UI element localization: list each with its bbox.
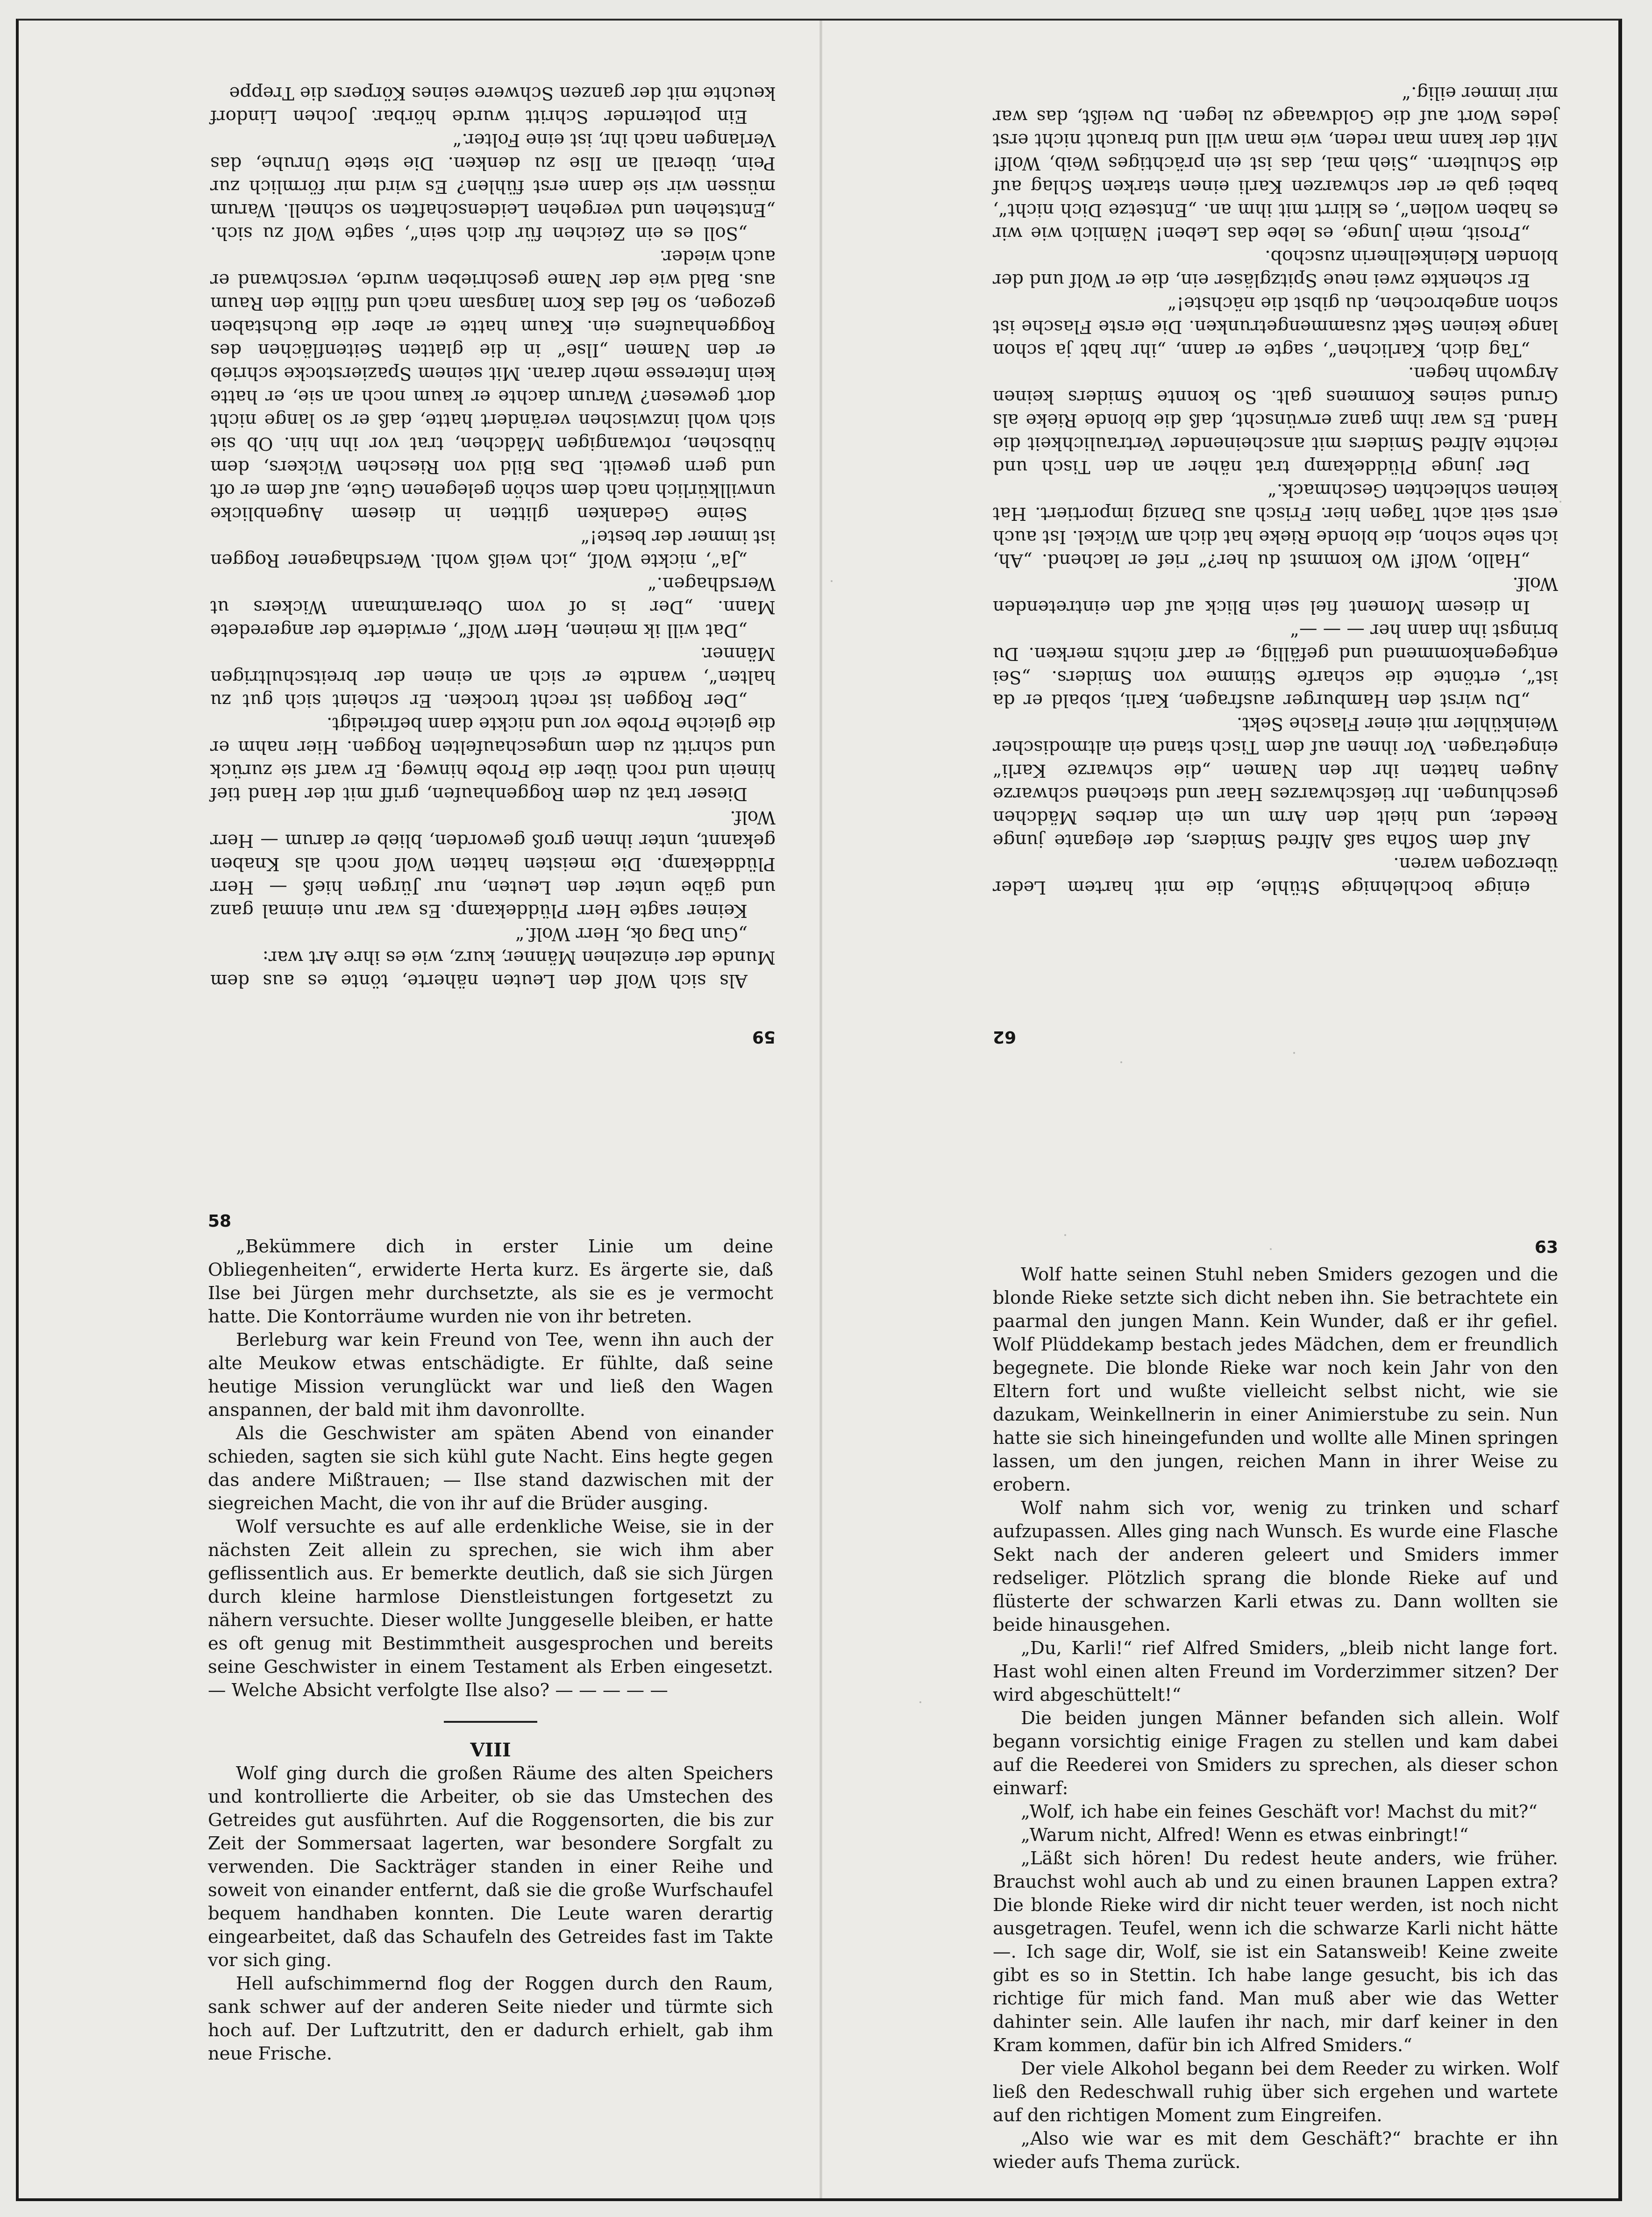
paragraph: Berleburg war kein Freund von Tee, wenn ihn auch der alte Meukow etwas entschädigte. Er fühlte, daß seine heutige Mission verunglückt war und ließ den Wagen anspannen, der bald mit ihm davonrollte. — [208, 1329, 773, 1421]
page-text — [210, 81, 776, 992]
page-text — [208, 1235, 773, 1702]
page-number: 59 — [752, 1027, 776, 1046]
paragraph: Wolf hatte seinen Stuhl neben Smiders gezogen und die blonde Rieke setzte sich dicht neben ihn. Sie betrachtete ein paarmal den jungen Mann. Kein Wunder, daß er ihr gefiel. Wolf Plüddekamp bestach jedes Mädchen, dem er freundlich begegnete. Die blonde Rieke war noch kein Jahr von den Eltern fort und wußte vielleicht selbst nicht, wie sie dazukam, Weinkellnerin in einer Animierstube zu sein. Nun hatte sie sich hineingefunden und wollte alle Minen springen lassen, um den jungen, reichen Mann in ihrer Weise zu erobern. — [993, 1264, 1558, 1495]
paragraph: Wolf versuchte es auf alle erdenkliche Weise, sie in der nächsten Zeit allein zu sprechen, sie wich ihm aber geflissentlich aus. Er bemerkte deutlich, daß sie sich Jürgen durch kleine harmlose Dienstleistungen fortgesetzt zu nähern versuchte. Dieser wollte Junggeselle bleiben, er hatte es oft genug mit Bestimmtheit ausgesprochen und bereits seine Geschwister in einem Testament als Erben eingesetzt. — Welche Absicht verfolgte Ilse also? — — — — — — [208, 1516, 773, 1701]
paragraph: Seine Gedanken glitten in diesem Augenblicke unwillkürlich nach dem schön gelegenen Gute, auf dem er oft und gern geweilt. Das Bild von Rieschen Wickers, dem hübschen, rotwangigen Mädchen, trat vor ihn hin. Ob sie sich wohl inzwischen verändert hatte, daß er so lange nicht dort gewesen? Warum dachte er kaum noch an sie, er hatte kein Interesse mehr daran. Mit seinem Spazierstocke schrieb er den Namen „Ilse“ in die glatten Seitenflächen des Roggenhaufens ein. Kaum hatte er aber die Buchstaben gezogen, so fiel das Korn langsam nach und füllte den Raum aus. Bald wie der Name geschrieben wurde, verschwand er auch wieder. — [210, 246, 776, 524]
page-body — [210, 81, 776, 992]
page-fold — [819, 21, 822, 2198]
paragraph: Ein polternder Schritt wurde hörbar. Jochen Lindorf keuchte mit der ganzen Schwere seines Körpers die Treppe — [210, 83, 776, 127]
paragraph: „Du wirst den Hamburger ausfragen, Karli, sobald er da ist“, ertönte die scharfe Stimme von Smiders. „Sei entgegenkommend und gefällig, er darf nichts merken. Du bringst ihn dann her — — —“ — [993, 620, 1558, 711]
paragraph: einige bochlehnige Stühle, die mit hartem Leder überzogen waren. — [993, 853, 1558, 898]
paragraph: „Läßt sich hören! Du redest heute anders, wie früher. Brauchst wohl auch ab und zu einen braunen Lappen extra? Die blonde Rieke wird dir nicht teuer werden, ist noch nicht ausgetragen. Teufel, wenn ich die schwarze Karli nicht hätte —. Ich sage dir, Wolf, sie ist ein Satansweib! Keine zweite gibt es so in Stettin. Ich habe lange gesucht, bis ich das richtige für mich fand. Man muß aber wie das Wetter dahinter sein. Alle laufen ihr nach, mir darf keiner in den Kram kommen, dafür bin ich Alfred Smiders.“ — [993, 1848, 1558, 2056]
paragraph: Als die Geschwister am späten Abend von einander schieden, sagten sie sich kühl gute Nacht. Eins hegte gegen das andere Mißtrauen; — Ilse stand dazwischen mit der siegreichen Macht, die von ihr auf die Brüder ausging. — [208, 1423, 773, 1514]
paragraph: „Gun Dag ok, Herr Wolf.“ — [515, 924, 748, 945]
paragraph: „Dat will ik meinen, Herr Wolf“, erwiderte der angeredete Mann. „Der is of vom Oberamtmann Wickers ut Wersdhagen.“ — [210, 573, 776, 641]
paragraph: „Ja“, nickte Wolf, „ich weiß wohl. Wersdhagener Roggen ist immer der beste!“ — [210, 526, 776, 571]
page-58 — [208, 1212, 773, 2066]
paragraph: Er schenkte zwei neue Spitzgläser ein, die er Wolf und der blonden Kleinkellnerin zuschob. — [993, 246, 1558, 291]
paragraph: Die beiden jungen Männer befanden sich allein. Wolf begann vorsichtig einige Fragen zu stellen und kam dabei auf die Reederei von Smiders zu sprechen, als dieser schon einwarf: — [993, 1708, 1558, 1799]
paragraph: Der junge Plüddekamp trat näher an den Tisch und reichte Alfred Smiders mit anscheinender Vertraulichkeit die Hand. Es war ihm ganz erwünscht, daß die blonde Rieke als Grund seines Kommens galt. So konnte Smiders keinen Argwohn hegen. — [993, 363, 1558, 477]
section-divider — [444, 1721, 537, 1723]
page-62-upside-down — [993, 83, 1558, 1046]
paragraph: Wolf ging durch die großen Räume des alten Speichers und kontrollierte die Arbeiter, ob sie das Umstechen des Getreides gut ausführten. Auf die Roggensorten, die bis zur Zeit der Sommersaat lagerten, war besondere Sorgfalt zu verwenden. Die Sackträger standen in einer Reihe und soweit von einander entfernt, daß sie die große Wurfschaufel bequem handhaben konnten. Die Leute waren derartig eingearbeitet, daß das Schaufeln des Getreides fast im Takte vor sich ging. — [208, 1763, 773, 1971]
paragraph: „Der Roggen ist recht trocken. Er scheint sich gut zu halten“, wandte er sich an einen der breitschultrigen Männer. — [210, 643, 776, 711]
paragraph: „Tag dich, Karlichen“, sagte er dann, „ihr habt ja schon lange keinen Sekt zusammengetrunken. Die erste Flasche ist schon angebrochen, du gibst die nächste!“ — [993, 293, 1558, 361]
paragraph: „Hallo, Wolf! Wo kommst du her?“ rief er lachend. „Ah, ich sehe schon, die blonde Rieke hat dich am Wickel. Ist auch erst seit acht Tagen hier. Frisch aus Danzig importiert. Hat keinen schlechten Geschmack.“ — [993, 480, 1558, 571]
chapter-heading: VIII — [470, 1739, 511, 1761]
paragraph: „Also wie war es mit dem Geschäft?“ brachte er ihn wieder aufs Thema zurück. — [993, 2128, 1558, 2173]
paragraph: In diesem Moment fiel sein Blick auf den eintretenden Wolf. — [993, 573, 1558, 618]
paragraph: „Soll es ein Zeichen für dich sein“, sagte Wolf zu sich. „Entstehen und vergehen Leidenschaften so schnell. Warum müssen wir sie dann erst fühlen? Es wird mir förmlich zur Pein, überall an Ilse zu denken. Die stete Unruhe, das Verlangen nach ihr, ist eine Folter.“ — [210, 129, 776, 244]
paragraph: Dieser trat zu dem Roggenhaufen, griff mit der Hand tief hinein und roch über die Probe hinweg. Er warf sie zurück und schritt zu dem umgeschaufelten Roggen. Hier nahm er die gleiche Probe vor und nickte dann befriedigt. — [210, 713, 776, 804]
paragraph: Wolf nahm sich vor, wenig zu trinken und scharf aufzupassen. Alles ging nach Wunsch. Es wurde eine Flasche Sekt nach der anderen geleert und Smiders immer redseliger. Plötzlich sprang die blonde Rieke auf und flüsterte der schwarzen Karli etwas zu. Dann wollten sie beide hinausgehen. — [993, 1498, 1558, 1635]
page-number: 63 — [1534, 1238, 1558, 1257]
paragraph: Hell aufschimmernd flog der Roggen durch den Raum, sank schwer auf der anderen Seite nieder und türmte sich hoch auf. Der Luftzutritt, den er dadurch erhielt, gab ihm neue Frische. — [208, 1973, 773, 2064]
paragraph: „Du, Karli!“ rief Alfred Smiders, „bleib nicht lange fort. Hast wohl einen alten Freund im Vorderzimmer sitzen? Der wird abgeschüttelt!“ — [993, 1638, 1558, 1705]
page-63 — [993, 1238, 1558, 2174]
page-number: 58 — [208, 1212, 232, 1231]
page-59-upside-down — [210, 83, 776, 1046]
page-number: 62 — [993, 1027, 1017, 1046]
paragraph: „Prosit, mein Junge, es lebe das Leben! Nämlich wie wir es haben wollen“, es klirrt mit ihm an. „Entsetze Dich nicht“, babei gab er der schwarzen Karli einen starken Schlag auf die Schultern. „Sieh mal, das ist ein prächtiges Weib, Wolf! Mit der kann man reden, wie man will und braucht nicht erst jedes Wort auf die Goldwaage zu legen. Du weißt, das war mir immer eilig.“ — [993, 83, 1558, 244]
paragraph: „Warum nicht, Alfred! Wenn es etwas einbringt!“ — [1021, 1825, 1469, 1846]
paragraph: „Bekümmere dich in erster Linie um deine Obliegenheiten“, erwiderte Herta kurz. Es ärgerte sie, daß Ilse bei Jürgen mehr durchsetzte, als sie es je vermocht hatte. Die Kontorräume wurden nie von ihr betreten. — [208, 1236, 773, 1327]
paragraph: Als sich Wolf den Leuten näherte, tönte es aus dem Munde der einzelnen Männer, kurz, wie es ihre Art war: — [210, 947, 776, 991]
paragraph: Keiner sagte Herr Plüddekamp. Es war nun einmal ganz und gäbe unter den Leuten, nur Jürgen hieß — Herr Plüddekamp. Die meisten hatten Wolf noch als Knaben gekannt, unter ihnen groß geworden, blieb er darum — Herr Wolf. — [210, 807, 776, 921]
paragraph: Auf dem Sofha saß Alfred Smiders, der elegante junge Reeder, und hielt den Arm um ein derbes Mädchen geschlungen. Ihr tiefschwarzes Haar und stechend schwarze Augen hatten ihr den Namen „die schwarze Karli“ eingetragen. Vor ihnen auf dem Tisch stand ein altmodischer Weinkühler mit einer Flasche Sekt. — [993, 713, 1558, 851]
page-text — [208, 1762, 773, 2066]
page-body — [993, 81, 1558, 899]
page-text — [993, 1263, 1558, 2174]
paragraph: Der viele Alkohol begann bei dem Reeder zu wirken. Wolf ließ den Redeschwall ruhig über sich ergehen und wartete auf den richtigen Moment zum Eingreifen. — [993, 2058, 1558, 2126]
page-text — [993, 81, 1558, 899]
paragraph: „Wolf, ich habe ein feines Geschäft vor! Machst du mit?“ — [1021, 1801, 1538, 1822]
scanned-book-spread — [16, 19, 1622, 2201]
